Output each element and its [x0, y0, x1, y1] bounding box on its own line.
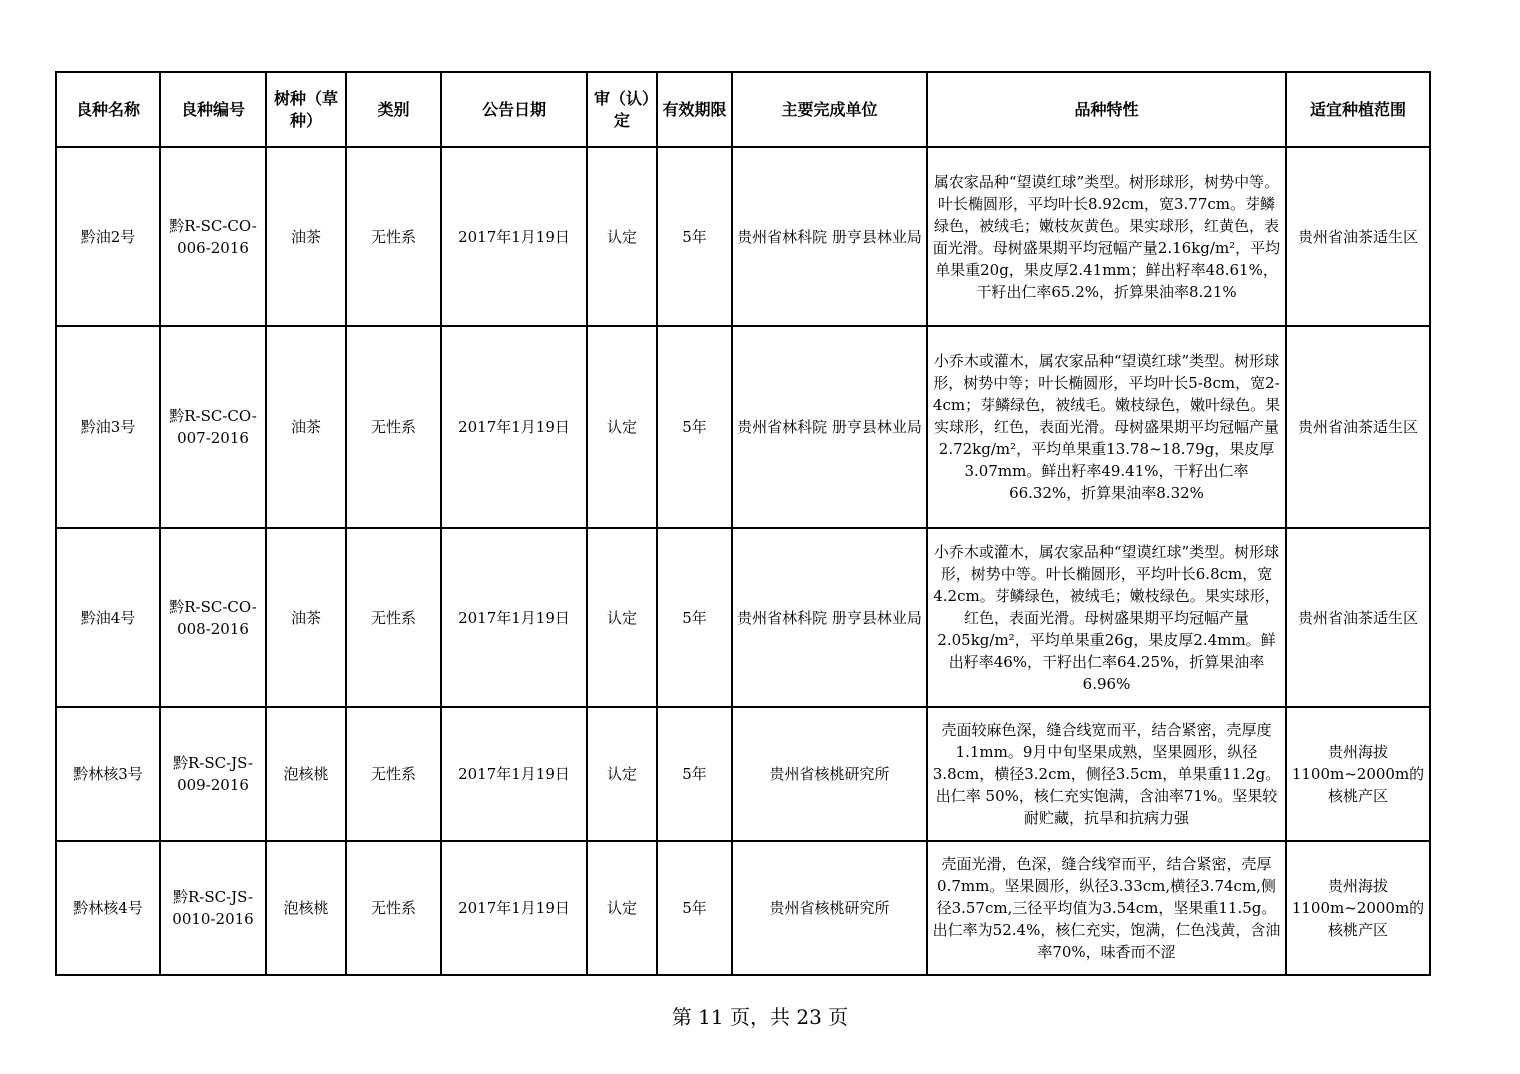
- header-cell: 公告日期: [441, 72, 587, 147]
- header-cell: 品种特性: [927, 72, 1286, 147]
- range-cell: 贵州省油茶适生区: [1286, 528, 1430, 707]
- traits-cell: 小乔木或灌木，属农家品种“望谟红球”类型。树形球形，树势中等。叶长椭圆形，平均叶长6.8cm，宽4.2cm。芽鳞绿色，被绒毛；嫩枝绿色。果实球形，红色，表面光滑。母树盛果期平均冠幅产量2.05kg/m²，平均单果重26g，果皮厚2.4mm。鲜出籽率46%，干籽出仁率64.25%，折算果油率6.96%: [927, 528, 1286, 707]
- table-header-row: [56, 72, 1430, 147]
- traits-cell: 壳面较麻色深，缝合线宽而平，结合紧密，壳厚度1.1mm。9月中旬坚果成熟，坚果圆形，纵径3.8cm，横径3.2cm，侧径3.5cm，单果重11.2g。出仁率 50%，核仁充实饱满，含油率71%。坚果较耐贮藏，抗旱和抗病力强: [927, 707, 1286, 841]
- variety-code-cell: 黔R-SC-JS-0010-2016: [160, 841, 266, 975]
- validity-cell: 5年: [657, 528, 732, 707]
- species-cell: 油茶: [266, 326, 346, 528]
- header-cell: 树种（草种）: [266, 72, 346, 147]
- variety-code-cell: 黔R-SC-CO-008-2016: [160, 528, 266, 707]
- unit-cell: 贵州省林科院 册亨县林业局: [732, 147, 927, 326]
- table-row: [56, 841, 1430, 975]
- unit-cell: 贵州省核桃研究所: [732, 707, 927, 841]
- approval-cell: 认定: [587, 326, 657, 528]
- range-cell: 贵州海拔1100m~2000m的核桃产区: [1286, 707, 1430, 841]
- variety-name-cell: 黔油2号: [56, 147, 160, 326]
- unit-cell: 贵州省林科院 册亨县林业局: [732, 528, 927, 707]
- header-cell: 适宜种植范围: [1286, 72, 1430, 147]
- species-cell: 油茶: [266, 147, 346, 326]
- category-cell: 无性系: [346, 326, 441, 528]
- page-number: 第 11 页，共 23 页: [671, 1005, 849, 1029]
- date-cell: 2017年1月19日: [441, 707, 587, 841]
- validity-cell: 5年: [657, 326, 732, 528]
- table-row: [56, 326, 1430, 528]
- approval-cell: 认定: [587, 841, 657, 975]
- unit-cell: 贵州省核桃研究所: [732, 841, 927, 975]
- species-cell: 泡核桃: [266, 841, 346, 975]
- category-cell: 无性系: [346, 147, 441, 326]
- variety-code-cell: 黔R-SC-CO-006-2016: [160, 147, 266, 326]
- variety-code-cell: 黔R-SC-JS-009-2016: [160, 707, 266, 841]
- table-row: [56, 147, 1430, 326]
- date-cell: 2017年1月19日: [441, 528, 587, 707]
- header-cell: 有效期限: [657, 72, 732, 147]
- date-cell: 2017年1月19日: [441, 147, 587, 326]
- variety-name-cell: 黔林核3号: [56, 707, 160, 841]
- validity-cell: 5年: [657, 841, 732, 975]
- header-cell: 类别: [346, 72, 441, 147]
- table-row: [56, 528, 1430, 707]
- validity-cell: 5年: [657, 147, 732, 326]
- date-cell: 2017年1月19日: [441, 841, 587, 975]
- category-cell: 无性系: [346, 841, 441, 975]
- range-cell: 贵州省油茶适生区: [1286, 326, 1430, 528]
- traits-cell: 小乔木或灌木，属农家品种“望谟红球”类型。树形球形，树势中等；叶长椭圆形，平均叶长5-8cm，宽2-4cm；芽鳞绿色，被绒毛。嫩枝绿色，嫩叶绿色。果实球形，红色，表面光滑。母树盛果期平均冠幅产量2.72kg/m²，平均单果重13.78~18.79g，果皮厚3.07mm。鲜出籽率49.41%，干籽出仁率66.32%，折算果油率8.32%: [927, 326, 1286, 528]
- header-cell: 审（认）定: [587, 72, 657, 147]
- header-cell: 良种编号: [160, 72, 266, 147]
- category-cell: 无性系: [346, 707, 441, 841]
- unit-cell: 贵州省林科院 册亨县林业局: [732, 326, 927, 528]
- header-cell: 良种名称: [56, 72, 160, 147]
- traits-cell: 壳面光滑，色深，缝合线窄而平，结合紧密，壳厚0.7mm。坚果圆形，纵径3.33cm,横径3.74cm,侧径3.57cm,三径平均值为3.54cm，坚果重11.5g。出仁率为52.4%，核仁充实，饱满，仁色浅黄，含油率70%，味香而不涩: [927, 841, 1286, 975]
- traits-cell: 属农家品种“望谟红球”类型。树形球形，树势中等。叶长椭圆形，平均叶长8.92cm，宽3.77cm。芽鳞绿色，被绒毛；嫩枝灰黄色。果实球形，红黄色，表面光滑。母树盛果期平均冠幅产量2.16kg/m²，平均单果重20g，果皮厚2.41mm；鲜出籽率48.61%，干籽出仁率65.2%，折算果油率8.21%: [927, 147, 1286, 326]
- variety-name-cell: 黔油4号: [56, 528, 160, 707]
- variety-name-cell: 黔林核4号: [56, 841, 160, 975]
- category-cell: 无性系: [346, 528, 441, 707]
- variety-name-cell: 黔油3号: [56, 326, 160, 528]
- species-cell: 油茶: [266, 528, 346, 707]
- header-cell: 主要完成单位: [732, 72, 927, 147]
- date-cell: 2017年1月19日: [441, 326, 587, 528]
- approval-cell: 认定: [587, 707, 657, 841]
- table-row: [56, 707, 1430, 841]
- validity-cell: 5年: [657, 707, 732, 841]
- range-cell: 贵州海拔1100m~2000m的核桃产区: [1286, 841, 1430, 975]
- variety-table: [55, 71, 1431, 976]
- approval-cell: 认定: [587, 528, 657, 707]
- variety-code-cell: 黔R-SC-CO-007-2016: [160, 326, 266, 528]
- species-cell: 泡核桃: [266, 707, 346, 841]
- approval-cell: 认定: [587, 147, 657, 326]
- range-cell: 贵州省油茶适生区: [1286, 147, 1430, 326]
